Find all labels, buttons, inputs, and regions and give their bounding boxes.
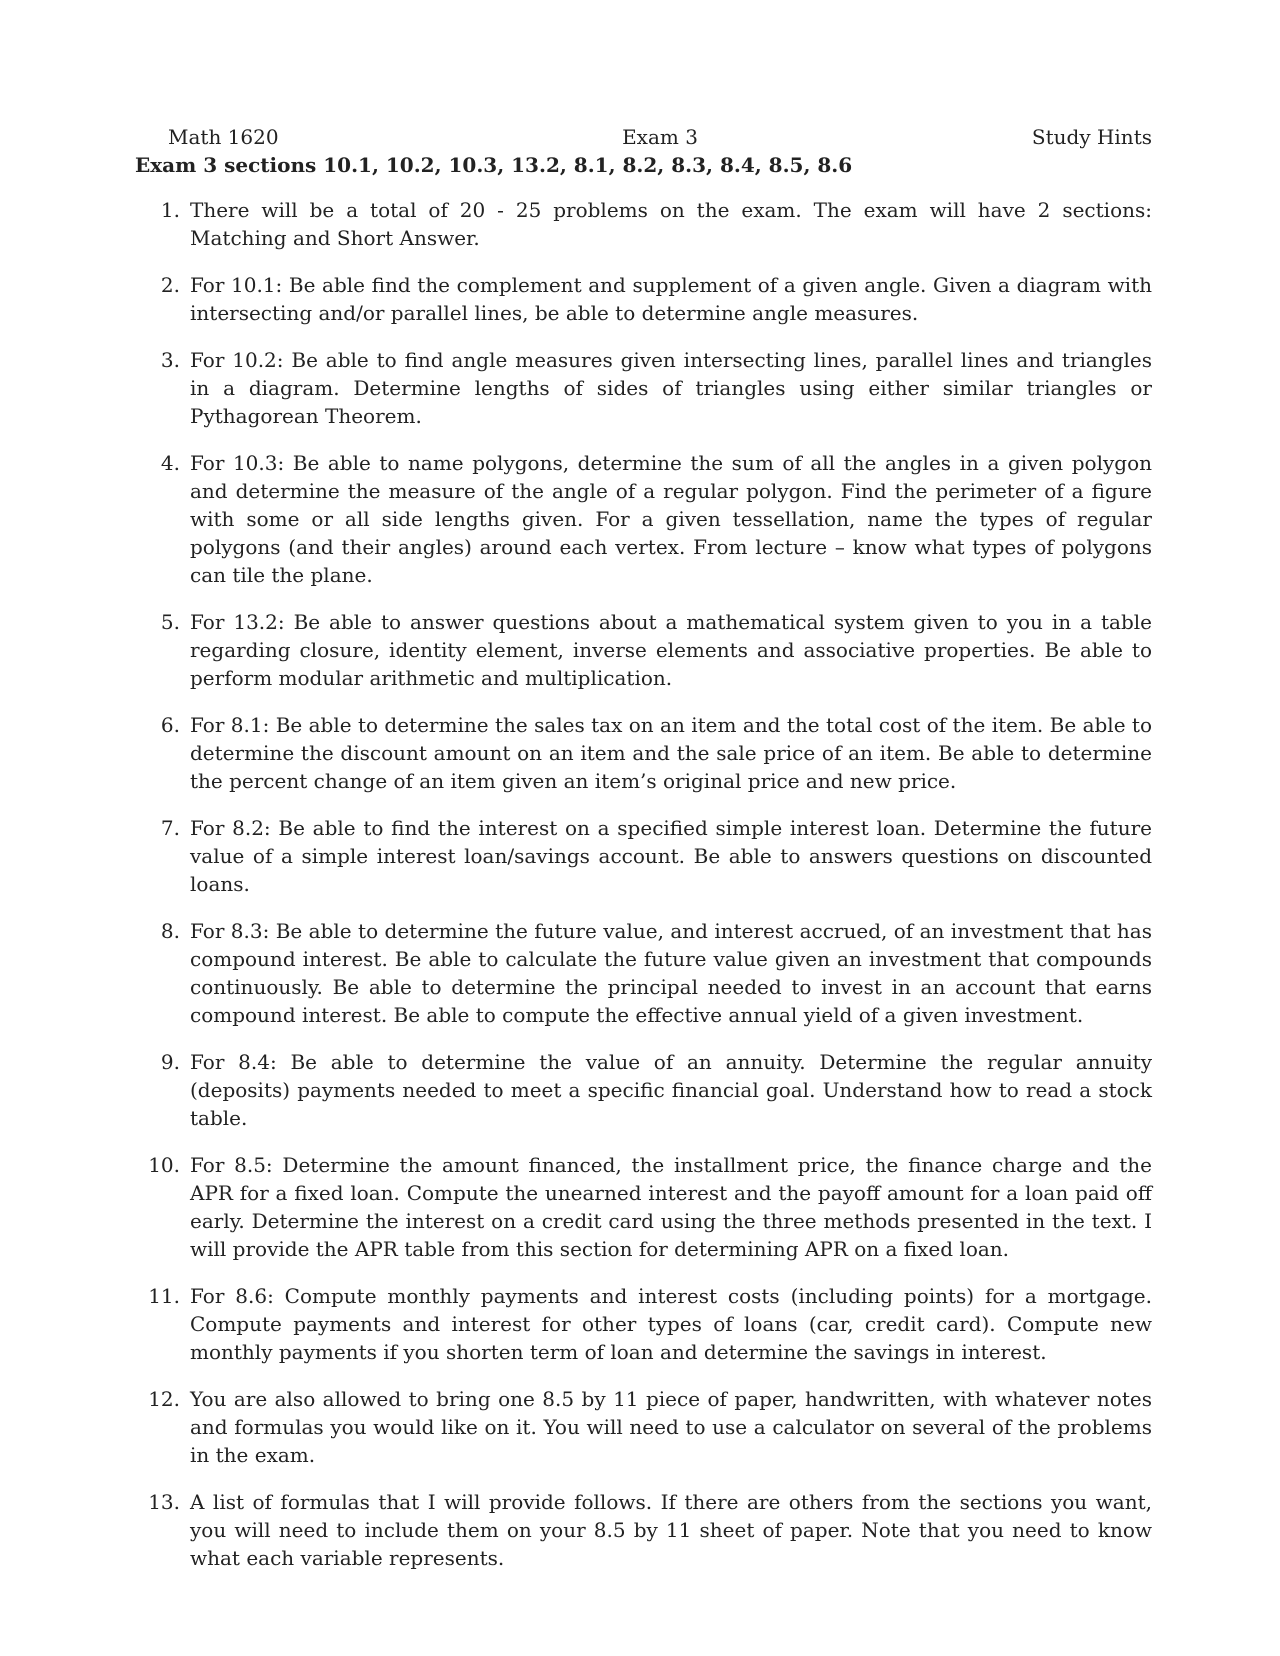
hint-number: 3. [160, 348, 180, 372]
hint-text: For 8.1: Be able to determine the sales tax on an item and the total cost of the item. Be able to determine the discount amount on an item and the sale price of an item. Be able to determine the percent change of an item given an item’s original price and new price. [190, 713, 1152, 793]
hint-item [160, 196, 1152, 252]
hint-number: 1. [160, 198, 180, 222]
hint-item [148, 1282, 1152, 1366]
hint-number: 10. [148, 1153, 180, 1177]
hint-text: For 8.5: Determine the amount financed, the installment price, the finance charge and the APR for a fixed loan. Compute the unearned interest and the payoff amount for a loan paid off early. Determine the interest on a credit card using the three methods presented in the text. I will provide the APR table from this section for determining APR on a fixed loan. [190, 1153, 1152, 1261]
hint-text: There will be a total of 20 - 25 problems on the exam. The exam will have 2 sections: Matching and Short Answer. [190, 198, 1152, 250]
hint-text: For 13.2: Be able to answer questions about a mathematical system given to you in a table regarding closure, identity element, inverse elements and associative properties. Be able to perform modular arithmetic and multiplication. [190, 610, 1152, 690]
hint-item [160, 271, 1152, 327]
hint-number: 9. [160, 1050, 180, 1074]
course-name: Math 1620 [168, 125, 279, 149]
hint-text: You are also allowed to bring one 8.5 by 11 piece of paper, handwritten, with whatever notes and formulas you would like on it. You will need to use a calculator on several of the problems in the exam. [190, 1387, 1152, 1467]
hint-text: For 10.1: Be able find the complement and supplement of a given angle. Given a diagram with intersecting and/or parallel lines, be able to determine angle measures. [190, 273, 1152, 325]
hint-number: 11. [148, 1284, 180, 1308]
hint-item [160, 449, 1152, 589]
hint-item [160, 711, 1152, 795]
hint-item [160, 346, 1152, 430]
hint-text: For 8.4: Be able to determine the value of an annuity. Determine the regular annuity (deposits) payments needed to meet a specific financial goal. Understand how to read a stock table. [190, 1050, 1152, 1130]
page-header [168, 122, 1152, 152]
hint-item [160, 1048, 1152, 1132]
hint-item [148, 1151, 1152, 1263]
hint-item [160, 917, 1152, 1029]
hint-text: For 8.2: Be able to find the interest on a specified simple interest loan. Determine the future value of a simple interest loan/savings account. Be able to answers questions on discounted loans. [190, 816, 1152, 896]
hint-text: For 10.2: Be able to find angle measures given intersecting lines, parallel lines and triangles in a diagram. Determine lengths of sides of triangles using either similar triangles or Pythagorean Theorem. [190, 348, 1152, 428]
hint-number: 8. [160, 919, 180, 943]
hint-item [160, 814, 1152, 898]
exam-sections-title: Exam 3 sections 10.1, 10.2, 10.3, 13.2, 8.1, 8.2, 8.3, 8.4, 8.5, 8.6 [135, 153, 853, 177]
document-type: Study Hints [1031, 125, 1152, 149]
hint-text: For 8.3: Be able to determine the future value, and interest accrued, of an investment that has compound interest. Be able to calculate the future value given an investment that compounds continuously. Be able to determine the principal needed to invest in an account that earns compound interest. Be able to compute the effective annual yield of a given investment. [190, 919, 1152, 1027]
hint-number: 5. [160, 610, 180, 634]
hint-text: For 8.6: Compute monthly payments and interest costs (including points) for a mortgage. Compute payments and interest for other types of loans (car, credit card). Compute new monthly payments if you shorten term of loan and determine the savings in interest. [190, 1284, 1152, 1364]
hint-number: 13. [148, 1490, 180, 1514]
hint-item [148, 1385, 1152, 1469]
hint-number: 2. [160, 273, 180, 297]
hint-item [148, 1488, 1152, 1572]
exam-name: Exam 3 [622, 125, 698, 149]
study-hints-list [148, 196, 1152, 1591]
hint-number: 7. [160, 816, 180, 840]
hint-number: 4. [160, 451, 180, 475]
hint-number: 12. [148, 1387, 180, 1411]
hint-item [160, 608, 1152, 692]
hint-text: For 10.3: Be able to name polygons, determine the sum of all the angles in a given polygon and determine the measure of the angle of a regular polygon. Find the perimeter of a figure with some or all side lengths given. For a given tessellation, name the types of regular polygons (and their angles) around each vertex. From lecture – know what types of polygons can tile the plane. [190, 451, 1152, 587]
hint-text: A list of formulas that I will provide follows. If there are others from the sections you want, you will need to include them on your 8.5 by 11 sheet of paper. Note that you need to know what each variable represents. [190, 1490, 1152, 1570]
hint-number: 6. [160, 713, 180, 737]
